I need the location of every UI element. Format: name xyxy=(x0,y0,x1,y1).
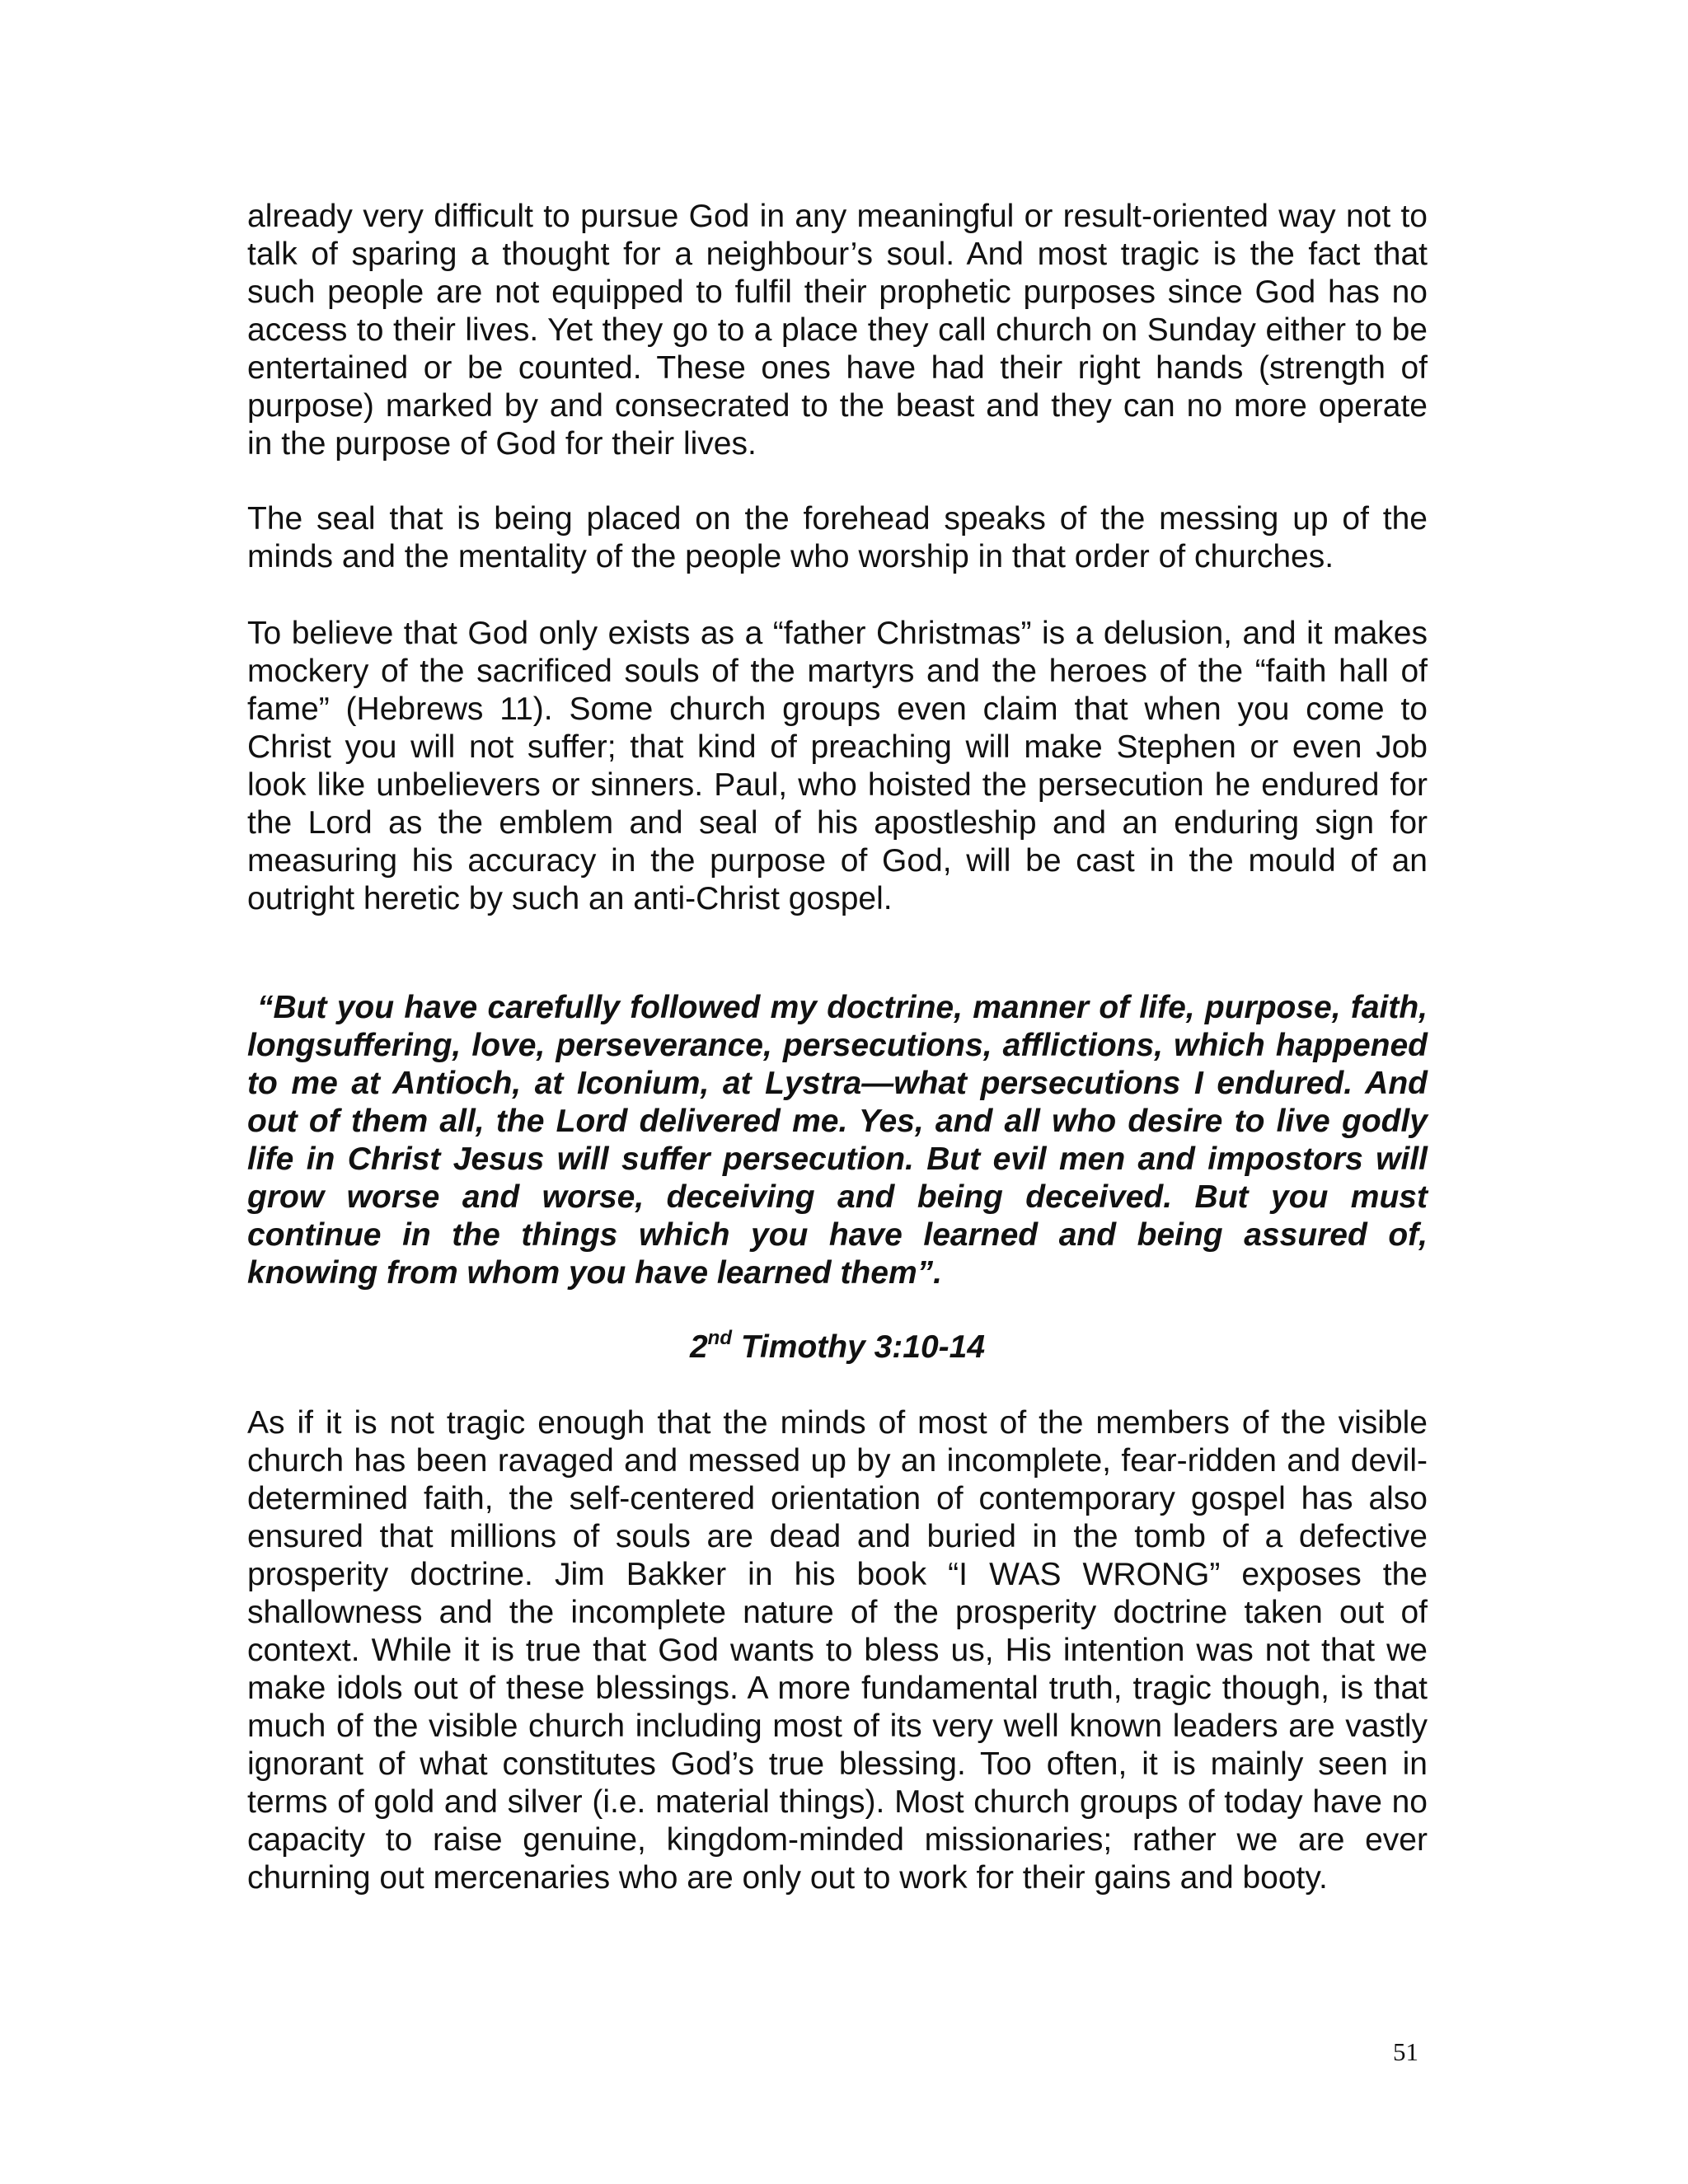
citation-reference: Timothy 3:10-14 xyxy=(731,1329,986,1365)
body-paragraph-4: As if it is not tragic enough that the minds of most of the members of the visible church has been ravaged and messed up by an incomplete, fear-ridden and devil-determined faith, the self-centered orientation of contemporary gospel has also ensured that millions of souls are dead and buried in the tomb of a defective prosperity doctrine. Jim Bakker in his book “I WAS WRONG” exposes the shallowness and the incomplete nature of the prosperity doctrine taken out of context. While it is true that God wants to bless us, His intention was not that we make idols out of these blessings. A more fundamental truth, tragic though, is that much of the visible church including most of its very well known leaders are vastly ignorant of what constitutes God’s true blessing. Too often, it is mainly seen in terms of gold and silver (i.e. material things). Most church groups of today have no capacity to raise genuine, kingdom-minded missionaries; rather we are ever churning out mercenaries who are only out to work for their gains and booty. xyxy=(247,1405,1428,1896)
page-number: 51 xyxy=(1393,2037,1418,2066)
citation-number: 2 xyxy=(689,1329,708,1365)
body-paragraph-1: already very difficult to pursue God in any meaningful or result-oriented way not to talk of sparing a thought for a neighbour’s soul. And most tragic is the fact that such people are not equipped to fulfil their prophetic purposes since God has no access to their lives. Yet they go to a place they call church on Sunday either to be entertained or be counted. These ones have had their right hands (strength of purpose) marked by and consecrated to the beast and they can no more operate in the purpose of God for their lives. xyxy=(247,199,1428,462)
body-paragraph-2: The seal that is being placed on the forehead speaks of the messing up of the minds and the mentality of the people who worship in that order of churches. xyxy=(247,501,1428,574)
citation-ordinal-suffix: nd xyxy=(707,1327,732,1349)
scripture-citation xyxy=(247,1329,1428,1366)
body-paragraph-3: To believe that God only exists as a “father Christmas” is a delusion, and it makes mockery of the sacrificed souls of the martyrs and the heroes of the “faith hall of fame” (Hebrews 11). Some church groups even claim that when you come to Christ you will not suffer; that kind of preaching will make Stephen or even Job look like unbelievers or sinners. Paul, who hoisted the persecution he endured for the Lord as the emblem and seal of his apostleship and an enduring sign for measuring his accuracy in the purpose of God, will be cast in the mould of an outright heretic by such an anti-Christ gospel. xyxy=(247,616,1428,916)
scripture-quote: “But you have carefully followed my doctrine, manner of life, purpose, faith, longsuffering, love, perseverance, persecutions, afflictions, which happened to me at Antioch, at Iconium, at Lystra—what persecutions I endured. And out of them all, the Lord delivered me. Yes, and all who desire to live godly life in Christ Jesus will suffer persecution. But evil men and impostors will grow worse and worse, deceiving and being deceived. But you must continue in the things which you have learned and being assured of, knowing from whom you have learned them”. xyxy=(247,990,1428,1291)
